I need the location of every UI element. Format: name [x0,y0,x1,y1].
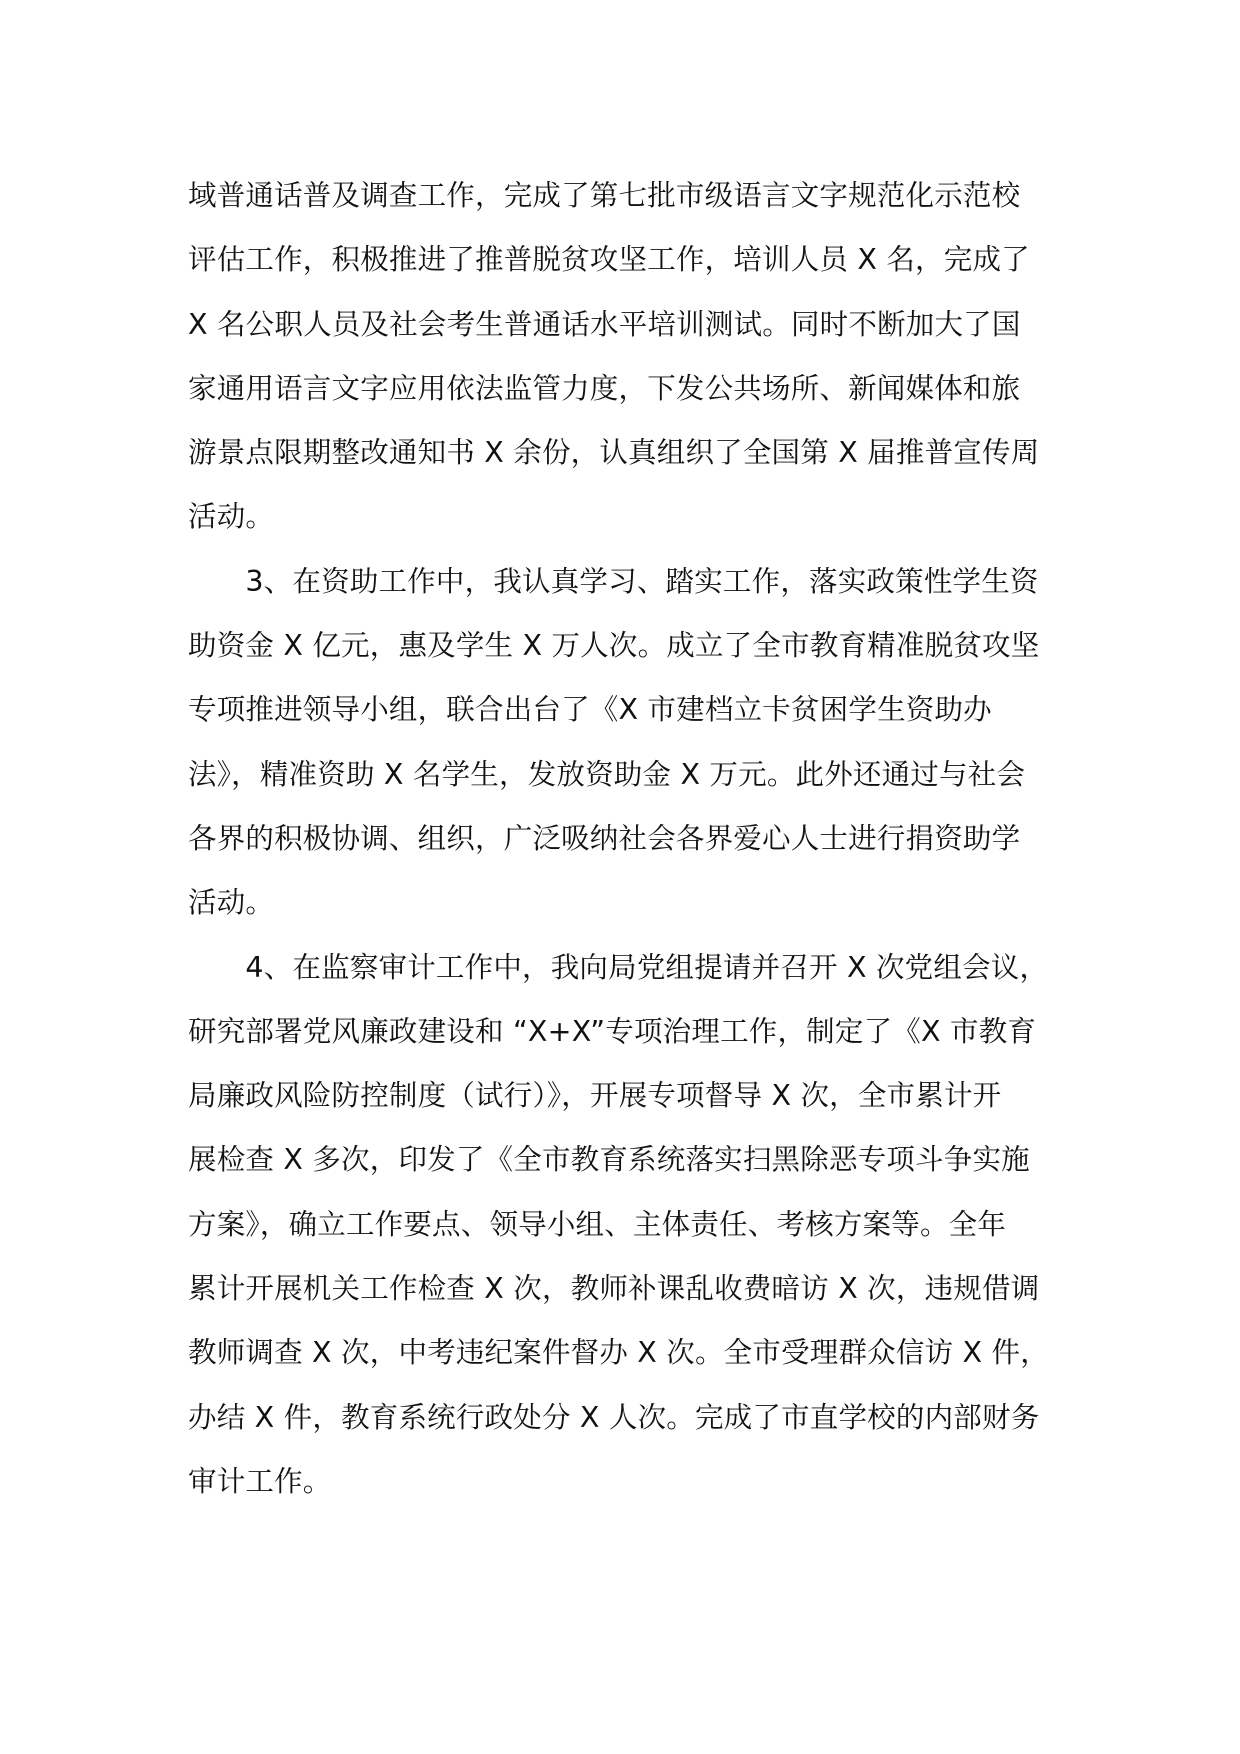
text-line: 活动。 [188,886,275,920]
document-body [188,164,1068,1514]
text-line: X 名公职人员及社会考生普通话水平培训测试。同时不断加大了国 [188,307,1021,341]
text-line: 各界的积极协调、组织，广泛吸纳社会各界爱心人士进行捐资助学 [188,821,1021,855]
text-line: 法》，精准资助 X 名学生，发放资助金 X 万元。此外还通过与社会 [188,757,1026,791]
text-line: 活动。 [188,500,275,534]
text-line: 游景点限期整改通知书 X 余份，认真组织了全国第 X 届推普宣传周 [188,436,1040,470]
text-line: 评估工作，积极推进了推普脱贫攻坚工作，培训人员 X 名，完成了 [188,243,1030,277]
text-line: 研究部署党风廉政建设和 “X+X”专项治理工作，制定了《X 市教育 [188,1014,1037,1048]
text-line: 4、在监察审计工作中，我向局党组提请并召开 X 次党组会议， [188,950,1049,984]
text-line: 累计开展机关工作检查 X 次，教师补课乱收费暗访 X 次，违规借调 [188,1272,1040,1306]
text-line: 教师调查 X 次，中考违纪案件督办 X 次。全市受理群众信访 X 件， [188,1336,1049,1370]
paragraph-language-work [188,164,1068,550]
paragraph-audit-work [188,936,1068,1515]
text-line: 专项推进领导小组，联合出台了《X 市建档立卡贫困学生资助办 [188,693,992,727]
text-line: 方案》，确立工作要点、领导小组、主体责任、考核方案等。全年 [188,1207,1007,1241]
text-line: 3、在资助工作中，我认真学习、踏实工作，落实政策性学生资 [188,564,1039,598]
text-line: 助资金 X 亿元，惠及学生 X 万人次。成立了全市教育精准脱贫攻坚 [188,629,1040,663]
text-line: 局廉政风险防控制度（试行）》，开展专项督导 X 次，全市累计开 [188,1079,1002,1113]
text-line: 域普通话普及调查工作，完成了第七批市级语言文字规范化示范校 [188,179,1021,212]
text-line: 家通用语言文字应用依法监管力度，下发公共场所、新闻媒体和旅 [188,371,1021,405]
text-line: 审计工作。 [188,1464,332,1498]
text-line: 办结 X 件，教育系统行政处分 X 人次。完成了市直学校的内部财务 [188,1400,1040,1434]
paragraph-funding-work [188,550,1068,936]
text-line: 展检查 X 多次，印发了《全市教育系统落实扫黑除恶专项斗争实施 [188,1143,1030,1177]
